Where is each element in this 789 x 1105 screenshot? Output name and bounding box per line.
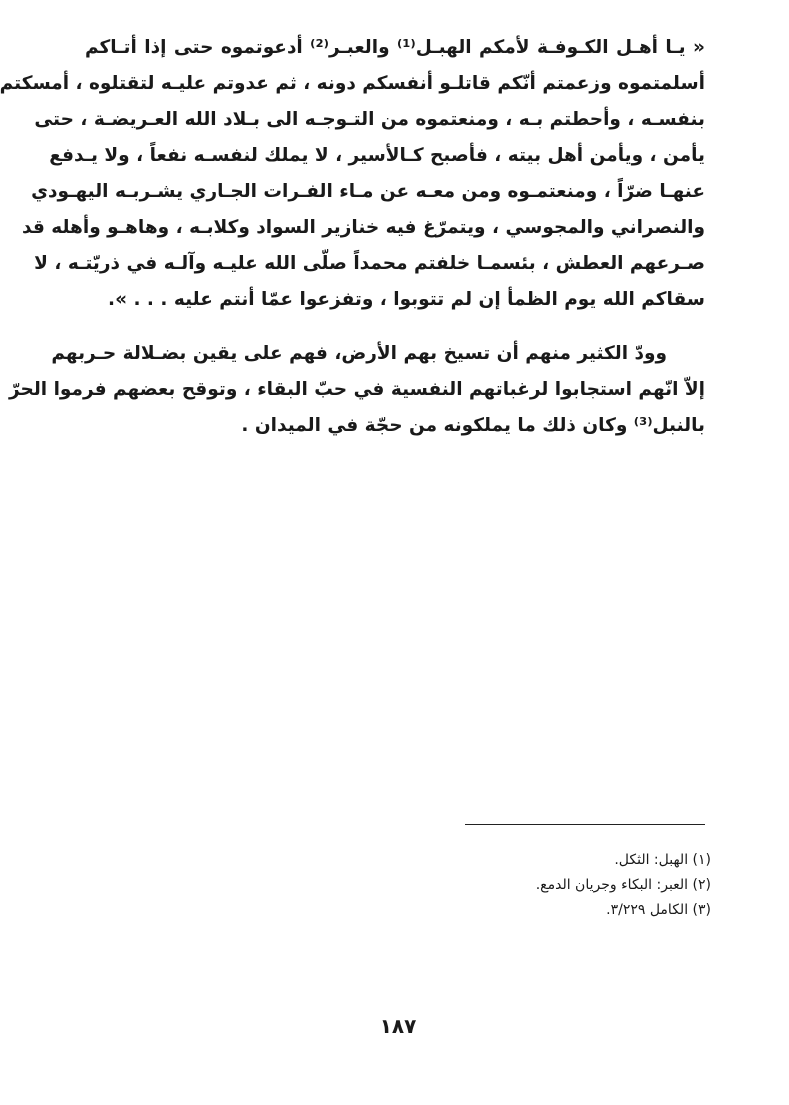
footnote-2: (٢) العبر: البكاء وجريان الدمع. <box>535 877 711 893</box>
text-line: وودّ الكثير منهم أن تسيخ بهم الأرض، فهم على يقين بضـلالة حـربهم <box>51 343 667 364</box>
text-line: سقاكم الله يوم الظمأ إن لم تتوبوا ، وتفزعوا عمّا أنتم عليه . . . ». <box>108 289 705 310</box>
main-text <box>0 30 705 444</box>
page-number: ١٨٧ <box>379 1014 417 1038</box>
footnote-1: (١) الهبل: الثكل. <box>614 852 711 868</box>
footnotes <box>311 848 711 923</box>
footnote-separator <box>465 824 705 825</box>
text-line: أسلمتموه وزعمتم أنّكم قاتلـو أنفسكم دونه ، ثم عدوتم عليـه لتقتلوه ، أمسكتم <box>0 73 705 94</box>
text-line: إلاّ انّهم استجابوا لرغباتهم النفسية في حبّ البقاء ، وتوقح بعضهم فرموا الحرّ <box>9 379 705 400</box>
text-line: والنصراني والمجوسي ، ويتمرّغ فيه خنازير السواد وكلابـه ، وهاهـو وأهله قد <box>22 217 705 238</box>
text-line: « يـا أهـل الكـوفـة لأمكم الهبـل⁽¹⁾ والعبـر⁽²⁾ أدعوتموه حتى إذا أتـاكم <box>85 37 705 58</box>
narrative-paragraph <box>9 336 705 444</box>
text-line: بنفسـه ، وأحطتم بـه ، ومنعتموه من التـوجـه الى بـلاد الله العـريضـة ، حتى <box>34 109 705 130</box>
text-line: عنهـا ضرّاً ، ومنعتمـوه ومن معـه عن مـاء الفـرات الجـاري يشـربـه اليهـودي <box>31 181 705 202</box>
text-line: صـرعهم العطش ، بئسمـا خلفتم محمداً صلّى الله عليـه وآلـه في ذريّتـه ، لا <box>34 253 705 274</box>
quote-paragraph <box>0 30 705 318</box>
text-line: يأمن ، ويأمن أهل بيته ، فأصبح كـالأسير ، لا يملك لنفسـه نفعاً ، ولا يـدفع <box>49 145 705 166</box>
footnote-3: (٣) الكامل ٣/٢٢٩. <box>606 902 711 918</box>
text-line: بالنبل⁽³⁾ وكان ذلك ما يملكونه من حجّة في الميدان . <box>241 415 705 436</box>
